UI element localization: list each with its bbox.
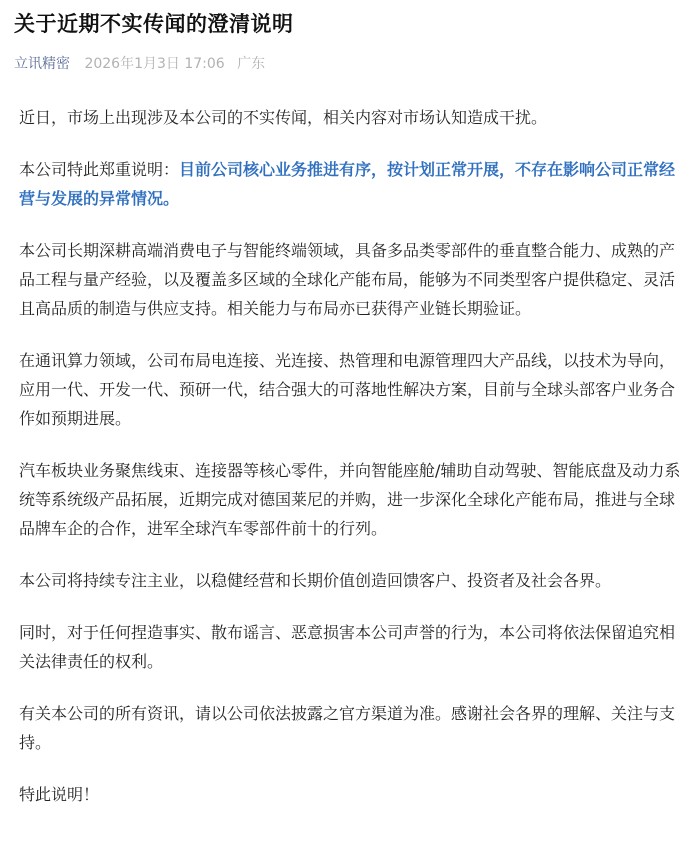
paragraph: 本公司长期深耕高端消费电子与智能终端领域，具备多品类零部件的垂直整合能力、成熟的产品工程与量产经验，以及覆盖多区域的全球化产能布局，能够为不同类型客户提供稳定、灵活且高品质的制造与供应支持。相关能力与布局亦已获得产业链长期验证。 xyxy=(19,241,676,318)
publish-date: 2026年1月3日 17:06 xyxy=(84,56,225,72)
publish-location: 广东 xyxy=(237,56,266,72)
paragraph-statement xyxy=(19,155,683,213)
article-body xyxy=(19,103,683,832)
paragraph-closing: 特此说明！ xyxy=(19,785,100,804)
statement-highlight: 目前公司核心业务推进有序，按计划正常开展，不存在影响公司正常经营与发展的异常情况。 xyxy=(19,160,676,208)
author-link[interactable]: 立讯精密 xyxy=(14,56,70,72)
paragraph: 近日，市场上出现涉及本公司的不实传闻，相关内容对市场认知造成干扰。 xyxy=(19,108,548,127)
statement-prefix: 本公司特此郑重说明： xyxy=(19,160,180,179)
paragraph: 本公司将持续专注主业，以稳健经营和长期价值创造回馈客户、投资者及社会各界。 xyxy=(19,571,612,590)
article-meta xyxy=(14,53,265,73)
article-title: 关于近期不实传闻的澄清说明 xyxy=(14,12,294,36)
paragraph: 在通讯算力领域，公司布局电连接、光连接、热管理和电源管理四大产品线，以技术为导向，应用一代、开发一代、预研一代，结合强大的可落地性解决方案，目前与全球头部客户业务合作如预期进展。 xyxy=(19,351,676,428)
paragraph: 汽车板块业务聚焦线束、连接器等核心零件，并向智能座舱/辅助自动驾驶、智能底盘及动力系统等系统级产品拓展，近期完成对德国莱尼的并购，进一步深化全球化产能布局，推进与全球品牌车企的合作，进军全球汽车零部件前十的行列。 xyxy=(19,461,681,538)
paragraph: 同时，对于任何捏造事实、散布谣言、恶意损害本公司声誉的行为，本公司将依法保留追究相关法律责任的权利。 xyxy=(19,623,676,671)
paragraph: 有关本公司的所有资讯，请以公司依法披露之官方渠道为准。感谢社会各界的理解、关注与支持。 xyxy=(19,704,676,752)
